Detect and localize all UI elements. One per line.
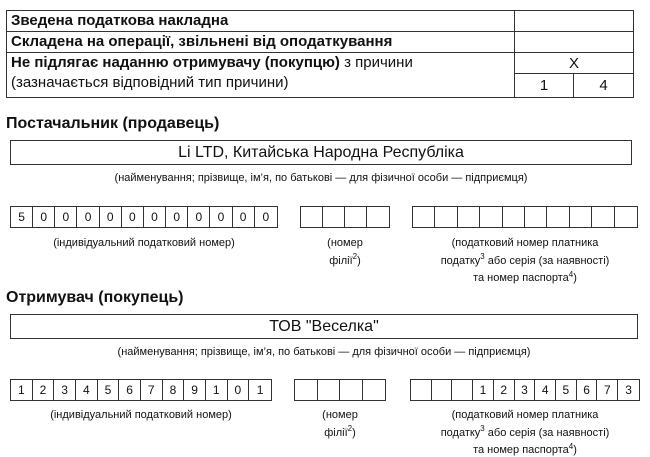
buyer-ipn-digit-cell[interactable]: 4 <box>76 380 98 400</box>
buyer-tax-digit-cell[interactable]: 3 <box>515 380 536 400</box>
supplier-branch-field[interactable] <box>300 206 390 228</box>
buyer-ipn-digit-cell[interactable]: 1 <box>256 383 264 397</box>
buyer-tax-digit-cell[interactable]: 4 <box>535 380 556 400</box>
supplier-ipn-digit-cell[interactable]: 0 <box>166 207 188 227</box>
supplier-ipn-digit-cell[interactable]: 0 <box>262 210 270 224</box>
buyer-branch-digit-cell[interactable] <box>318 380 341 400</box>
supplier-branch-caption: (номер філії$^2$) <box>327 237 363 267</box>
buyer-tax-digit-cell[interactable]: 2 <box>494 380 515 400</box>
supplier-section-title: Постачальник (продавець) <box>6 115 220 132</box>
buyer-ipn-digit-cell[interactable]: 8 <box>163 380 185 400</box>
buyer-tax-digit-cell[interactable]: 1 <box>473 380 494 400</box>
buyer-name-caption: (найменування; прізвище, ім’я, по батькові — для фізичної особи — підприємця) <box>117 346 531 358</box>
buyer-tax-number-caption: (податковий номер платника податку$^3$ або серія (за наявності) та номер паспорта$^4$) <box>440 409 610 457</box>
buyer-section-title: Отримувач (покупець) <box>6 289 184 306</box>
reason-code-cell-1[interactable]: 1 <box>515 74 574 97</box>
supplier-name-caption: (найменування; прізвище, ім’я, по батькові — для фізичної особи — підприємця) <box>114 172 528 184</box>
buyer-ipn-digit-cell[interactable]: 0 <box>228 380 250 400</box>
supplier-tax-digit-cell[interactable] <box>503 207 525 227</box>
supplier-tax-digit-cell[interactable] <box>615 207 637 227</box>
buyer-tax-digit-cell[interactable]: 6 <box>577 380 598 400</box>
supplier-tax-digit-cell[interactable] <box>570 207 592 227</box>
buyer-ipn-digit-cell[interactable]: 1 <box>11 380 33 400</box>
exempt-operations-label: Складена на операції, звільнені від оподаткування <box>7 32 515 53</box>
buyer-tax-digit-cell[interactable] <box>452 380 473 400</box>
not-issued-mark[interactable]: X <box>515 53 633 74</box>
buyer-ipn-digit-cell[interactable]: 7 <box>141 380 163 400</box>
buyer-branch-field[interactable] <box>294 379 386 401</box>
consolidated-invoice-label: Зведена податкова накладна <box>7 11 515 32</box>
buyer-branch-digit-cell[interactable] <box>295 380 318 400</box>
consolidated-invoice-mark[interactable] <box>515 11 633 32</box>
supplier-ipn-digit-cell[interactable]: 0 <box>55 207 77 227</box>
buyer-tax-digit-cell[interactable]: 7 <box>597 380 618 400</box>
buyer-name-field[interactable]: ТОВ "Веселка" <box>10 314 638 339</box>
buyer-branch-caption: (номер філії$^2$) <box>322 409 358 439</box>
buyer-ipn-caption: (індивідуальний податковий номер) <box>50 409 232 421</box>
supplier-ipn-digit-cell[interactable]: 0 <box>144 207 166 227</box>
buyer-tax-digit-cell[interactable] <box>411 380 432 400</box>
reason-code-cell-2[interactable]: 4 <box>599 77 608 94</box>
buyer-branch-digit-cell[interactable] <box>363 380 386 400</box>
buyer-tax-number-field[interactable] <box>410 379 640 401</box>
supplier-branch-digit-cell[interactable] <box>301 207 323 227</box>
buyer-ipn-digit-cell[interactable]: 9 <box>184 380 206 400</box>
supplier-tax-digit-cell[interactable] <box>547 207 569 227</box>
supplier-ipn-digit-cell[interactable]: 0 <box>210 207 232 227</box>
buyer-ipn-digit-cell[interactable]: 3 <box>54 380 76 400</box>
supplier-ipn-caption: (індивідуальний податковий номер) <box>53 237 235 249</box>
buyer-ipn-digit-cell[interactable]: 2 <box>33 380 55 400</box>
supplier-ipn-digit-cell[interactable]: 0 <box>100 207 122 227</box>
buyer-ipn-digit-cell[interactable]: 1 <box>206 380 228 400</box>
supplier-tax-digit-cell[interactable] <box>592 207 614 227</box>
supplier-tax-digit-cell[interactable] <box>480 207 502 227</box>
not-issued-to-buyer-label: Не підлягає наданню отримувачу (покупцю) з причини (зазначається відповідний тип причини) <box>7 53 515 97</box>
supplier-ipn-digit-cell[interactable]: 0 <box>122 207 144 227</box>
supplier-branch-digit-cell[interactable] <box>345 207 367 227</box>
buyer-ipn-digit-cell[interactable]: 5 <box>98 380 120 400</box>
supplier-ipn-digit-cell[interactable]: 0 <box>77 207 99 227</box>
supplier-tax-number-field[interactable] <box>412 206 638 228</box>
supplier-tax-number-caption: (податковий номер платника податку$^3$ або серія (за наявності) та номер паспорта$^4$) <box>440 237 610 285</box>
supplier-tax-digit-cell[interactable] <box>413 207 435 227</box>
buyer-tax-digit-cell[interactable]: 5 <box>556 380 577 400</box>
supplier-ipn-digit-cell[interactable]: 0 <box>33 207 55 227</box>
supplier-ipn-digit-cell[interactable]: 0 <box>188 207 210 227</box>
supplier-ipn-digit-cell[interactable]: 0 <box>233 207 255 227</box>
buyer-ipn-field[interactable] <box>10 379 272 401</box>
supplier-branch-digit-cell[interactable] <box>367 207 389 227</box>
supplier-name-field[interactable]: Li LTD, Китайська Народна Республіка <box>10 140 632 165</box>
buyer-tax-digit-cell[interactable] <box>432 380 453 400</box>
buyer-tax-digit-cell[interactable]: 3 <box>625 383 632 397</box>
supplier-branch-digit-cell[interactable] <box>323 207 345 227</box>
exempt-operations-mark[interactable] <box>515 32 633 53</box>
buyer-ipn-digit-cell[interactable]: 6 <box>119 380 141 400</box>
supplier-tax-digit-cell[interactable] <box>525 207 547 227</box>
supplier-tax-digit-cell[interactable] <box>435 207 457 227</box>
buyer-branch-digit-cell[interactable] <box>340 380 363 400</box>
supplier-ipn-digit-cell[interactable]: 5 <box>11 207 33 227</box>
supplier-tax-digit-cell[interactable] <box>458 207 480 227</box>
supplier-ipn-field[interactable] <box>10 206 278 228</box>
invoice-header-table <box>6 10 634 98</box>
